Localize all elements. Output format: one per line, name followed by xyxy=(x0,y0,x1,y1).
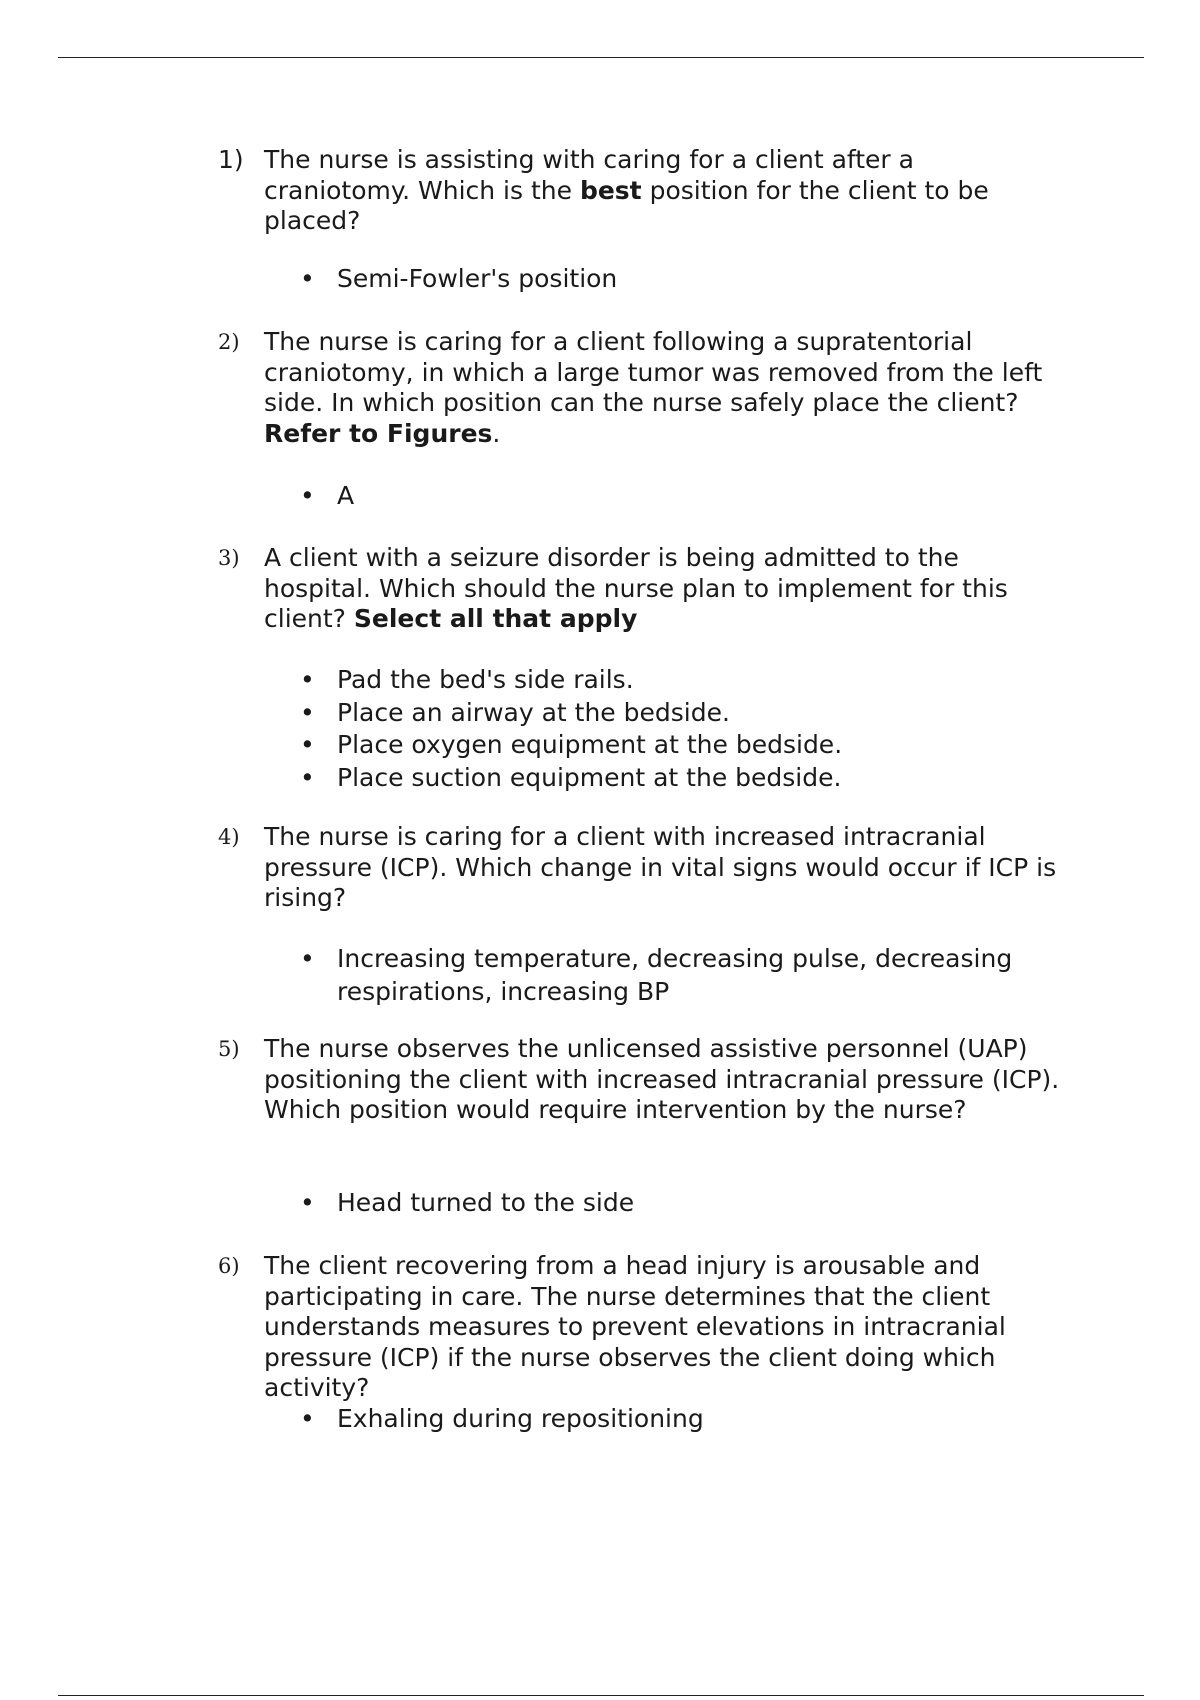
list-item: • Pad the bed's side rails. xyxy=(300,664,1060,697)
bullet-icon: • xyxy=(300,665,315,694)
question-number: 6) xyxy=(218,1254,240,1278)
question-text: The nurse is caring for a client following a supratentorial craniotomy, in which a large tumor was removed from the left side. In which position can the nurse safely place the client? Refer to Figures. xyxy=(264,327,1043,448)
question-number: 1) xyxy=(218,145,244,174)
bullet-icon: • xyxy=(300,264,315,293)
question-text: The nurse is assisting with caring for a client after a craniotomy. Which is the best position for the client to be placed? xyxy=(264,145,989,235)
list-item: • Place an airway at the bedside. xyxy=(300,697,1060,730)
question-number: 3) xyxy=(218,546,240,570)
answer-list-1 xyxy=(300,263,1060,296)
question-text: The client recovering from a head injury is arousable and participating in care. The nurse determines that the client understands measures to prevent elevations in intracranial pressure (ICP) if the nurse observes the client doing which activity? xyxy=(264,1251,1006,1402)
bottom-rule xyxy=(58,1695,1144,1696)
bullet-icon: • xyxy=(300,697,315,727)
question-number: 5) xyxy=(218,1037,240,1061)
question-text: A client with a seizure disorder is being admitted to the hospital. Which should the nurse plan to implement for this client? Select all that apply xyxy=(264,543,1008,633)
bullet-icon: • xyxy=(300,1404,315,1433)
bullet-icon: • xyxy=(300,1188,315,1217)
bullet-icon: • xyxy=(300,944,315,973)
question-text: The nurse is caring for a client with increased intracranial pressure (ICP). Which change in vital signs would occur if ICP is rising? xyxy=(264,822,1057,912)
list-item: • Head turned to the side xyxy=(300,1187,1060,1220)
question-number: 2) xyxy=(218,330,240,354)
list-item: • Place suction equipment at the bedside. xyxy=(300,762,1060,795)
top-rule xyxy=(58,57,1144,58)
answer-list-2 xyxy=(300,480,1060,513)
answer-list-3 xyxy=(300,664,1060,794)
list-item: • Increasing temperature, decreasing pulse, decreasing respirations, increasing BP xyxy=(300,944,1013,1006)
question-number: 4) xyxy=(218,825,240,849)
answer-list-5 xyxy=(300,1187,1060,1220)
list-item: • Semi-Fowler's position xyxy=(300,263,1060,296)
list-item: • Exhaling during repositioning xyxy=(300,1403,1060,1436)
list-item: • A xyxy=(300,480,1060,513)
question-text: The nurse observes the unlicensed assistive personnel (UAP) positioning the client with increased intracranial pressure (ICP). Which position would require intervention by the nurse? xyxy=(264,1034,1060,1124)
answer-list-6 xyxy=(300,1403,1060,1436)
list-item: • Place oxygen equipment at the bedside. xyxy=(300,729,1060,762)
bullet-icon: • xyxy=(300,481,315,510)
bullet-icon: • xyxy=(300,762,315,792)
answer-list-4 xyxy=(300,943,1060,1008)
bullet-icon: • xyxy=(300,730,315,759)
